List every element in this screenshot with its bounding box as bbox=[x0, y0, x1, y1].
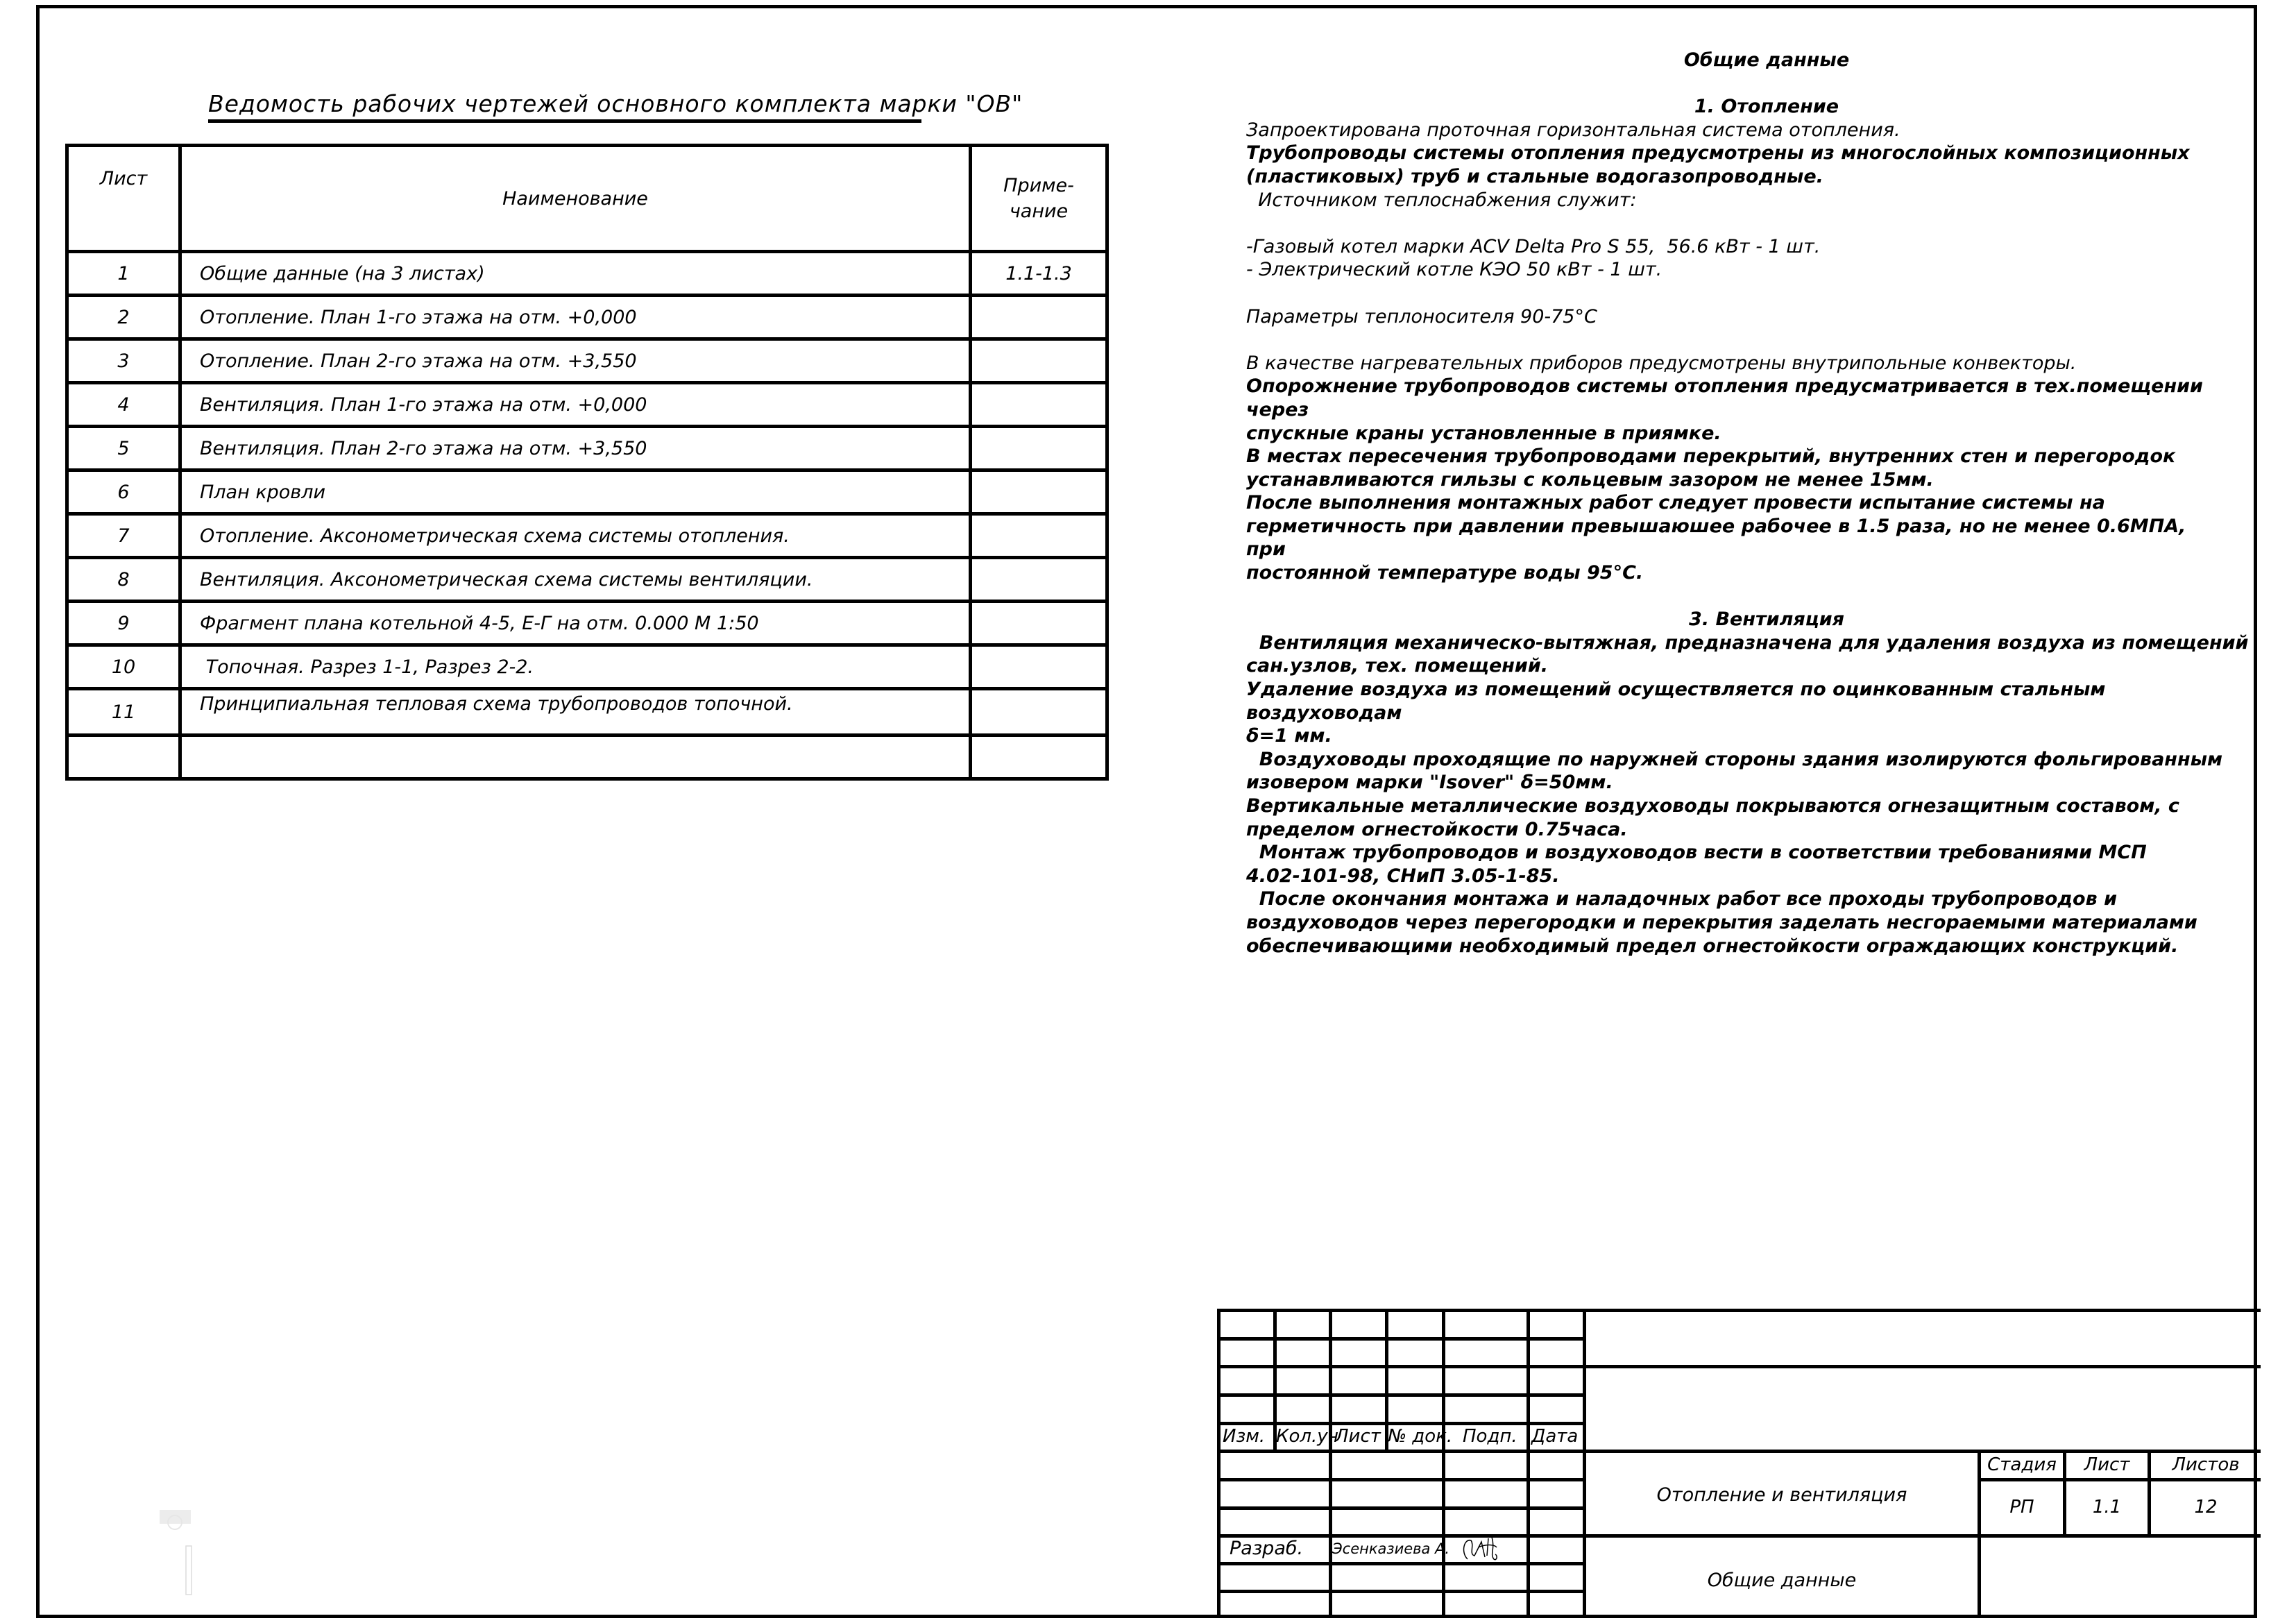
row-num: 9 bbox=[67, 602, 180, 645]
row-name: Общие данные (на 3 листах) bbox=[180, 252, 971, 296]
heating-p5: - Электрический котле КЭО 50 кВт - 1 шт. bbox=[1246, 259, 1663, 281]
row-num: 10 bbox=[67, 645, 180, 689]
table-row bbox=[67, 339, 1107, 383]
heating-p6: Параметры теплоносителя 90-75°С bbox=[1246, 305, 1597, 328]
table-row bbox=[67, 514, 1107, 558]
vent-l3: Удаление воздуха из помещений осуществляется по оцинкованным стальным воздуховодам bbox=[1246, 679, 2106, 724]
table-row bbox=[67, 252, 1107, 296]
row-note bbox=[971, 736, 1107, 779]
row-num: 2 bbox=[67, 296, 180, 339]
heating-p7: В качестве нагревательных приборов предусмотрены внутрипольные конвекторы. bbox=[1246, 352, 2077, 374]
header-sheet: Лист bbox=[67, 146, 180, 252]
table-row bbox=[67, 470, 1107, 514]
faint-stamp-icon bbox=[160, 1510, 194, 1600]
tb-header-data: Дата bbox=[1531, 1426, 1579, 1447]
tb-line bbox=[1217, 1450, 2261, 1453]
vent-l5: Воздуховоды проходящие по наружней стороны здания изолируются фольгированным bbox=[1246, 748, 2223, 770]
tb-header-izm: Изм. bbox=[1223, 1426, 1266, 1447]
row-note: 1.1-1.3 bbox=[971, 252, 1107, 296]
tb-header-doc-no: № док. bbox=[1388, 1426, 1453, 1447]
tb-sheets-label: Листов bbox=[2172, 1454, 2240, 1475]
header-note bbox=[971, 146, 1107, 252]
row-name: План кровли bbox=[180, 470, 971, 514]
vent-l12: воздуховодов через перегородки и перекрытия заделать несгораемыми материалами bbox=[1246, 911, 2197, 933]
heating-p8a: Опорожнение трубопроводов системы отопления предусматривается в тех.помещении через bbox=[1246, 375, 2203, 420]
table-row bbox=[67, 645, 1107, 689]
title-underline bbox=[208, 119, 921, 123]
signature bbox=[1454, 1535, 1509, 1563]
row-note bbox=[971, 470, 1107, 514]
vent-l1: Вентиляция механическо-вытяжная, предназначена для удаления воздуха из помещений bbox=[1246, 631, 2249, 654]
row-name: Отопление. План 1-го этажа на отм. +0,000 bbox=[180, 296, 971, 339]
vent-l7: Вертикальные металлические воздуховоды покрываются огнезащитным составом, с bbox=[1246, 795, 2179, 817]
tb-line bbox=[1217, 1309, 2261, 1312]
heating-p9a: В местах пересечения трубопроводами перекрытий, внутренних стен и перегородок bbox=[1246, 445, 2176, 468]
table-row bbox=[67, 427, 1107, 470]
row-num: 11 bbox=[67, 689, 180, 736]
row-note bbox=[971, 296, 1107, 339]
tb-developed-label: Разраб. bbox=[1230, 1538, 1304, 1559]
heating-p10b: герметичность при давлении превышаюшее рабочее в 1.5 раза, но не менее 0.6МПА, при bbox=[1246, 515, 2186, 561]
row-num: 1 bbox=[67, 252, 180, 296]
tb-line bbox=[1217, 1534, 2261, 1538]
row-name: Вентиляция. Аксонометрическая схема системы вентиляции. bbox=[180, 558, 971, 602]
row-num: 7 bbox=[67, 514, 180, 558]
table-row-empty bbox=[67, 736, 1107, 779]
tb-line bbox=[1329, 1309, 1332, 1618]
tb-header-podp: Подп. bbox=[1463, 1426, 1517, 1447]
heating-p2a: Трубопроводы системы отопления предусмотрены из многослойных композиционных bbox=[1246, 142, 2190, 164]
ventilation-heading: 3. Вентиляция bbox=[1689, 609, 1844, 631]
tb-line bbox=[1217, 1365, 2261, 1368]
vent-l13: обеспечивающими необходимый предел огнестойкости ограждающих конструкций. bbox=[1246, 935, 2179, 957]
sheet-list-table bbox=[65, 144, 1109, 781]
vent-l4: δ=1 мм. bbox=[1246, 725, 1332, 747]
header-note-line1: Приме- bbox=[1003, 175, 1074, 196]
vent-l8: пределом огнестойкости 0.75часа. bbox=[1246, 818, 1628, 840]
tb-sheets-value: 12 bbox=[2194, 1497, 2218, 1518]
heating-p9b: устанавливаются гильзы с кольцевым зазором не менее 15мм. bbox=[1246, 468, 1934, 491]
row-num: 8 bbox=[67, 558, 180, 602]
heating-p10c: постоянной температуре воды 95°С. bbox=[1246, 562, 1644, 584]
tb-sheet-name: Общие данные bbox=[1707, 1570, 1857, 1591]
row-num: 3 bbox=[67, 339, 180, 383]
row-name: Топочная. Разрез 1-1, Разрез 2-2. bbox=[180, 645, 971, 689]
tb-header-list: Лист bbox=[1335, 1426, 1381, 1447]
heating-heading: 1. Отопление bbox=[1694, 96, 1839, 118]
notes-title: Общие данные bbox=[1683, 49, 1850, 71]
row-note bbox=[971, 689, 1107, 736]
vent-l9: Монтаж трубопроводов и воздуховодов вести в соответствии требованиями МСП bbox=[1246, 842, 2147, 864]
row-num bbox=[67, 736, 180, 779]
heating-p4: -Газовый котел марки ACV Delta Pro S 55, 56.6 кВт - 1 шт. bbox=[1246, 235, 1821, 257]
vent-l11: После окончания монтажа и наладочных работ все проходы трубопроводов и bbox=[1246, 888, 2117, 910]
row-name: Вентиляция. План 1-го этажа на отм. +0,000 bbox=[180, 383, 971, 427]
row-name: Вентиляция. План 2-го этажа на отм. +3,550 bbox=[180, 427, 971, 470]
row-note bbox=[971, 427, 1107, 470]
row-name: Фрагмент плана котельной 4-5, Е-Г на отм. 0.000 М 1:50 bbox=[180, 602, 971, 645]
table-header-row bbox=[67, 146, 1107, 252]
row-num: 6 bbox=[67, 470, 180, 514]
table-row bbox=[67, 383, 1107, 427]
general-notes bbox=[1246, 49, 2249, 958]
row-num: 4 bbox=[67, 383, 180, 427]
tb-developer-name: Эсенказиева А. bbox=[1332, 1540, 1450, 1557]
table-row bbox=[67, 296, 1107, 339]
row-name bbox=[180, 736, 971, 779]
vent-l6: изовером марки "Isover" δ=50мм. bbox=[1246, 772, 1613, 794]
table-row bbox=[67, 689, 1107, 736]
heating-p10a: После выполнения монтажных работ следует провести испытание системы на bbox=[1246, 492, 2105, 514]
row-note bbox=[971, 339, 1107, 383]
tb-line bbox=[1442, 1309, 1445, 1618]
row-num: 5 bbox=[67, 427, 180, 470]
tb-section-name: Отопление и вентиляция bbox=[1656, 1484, 1907, 1506]
row-name: Отопление. План 2-го этажа на отм. +3,550 bbox=[180, 339, 971, 383]
heating-p1: Запроектирована проточная горизонтальная система отопления. bbox=[1246, 119, 1900, 141]
sheet-list-title: Ведомость рабочих чертежей основного комплекта марки "ОВ" bbox=[208, 90, 1023, 117]
vent-l2: сан.узлов, тех. помещений. bbox=[1246, 655, 1549, 677]
tb-sheet-label: Лист bbox=[2084, 1454, 2130, 1475]
row-note bbox=[971, 645, 1107, 689]
row-name: Принципиальная тепловая схема трубопроводов топочной. bbox=[180, 689, 971, 736]
tb-stage-value: РП bbox=[2009, 1497, 2034, 1518]
row-note bbox=[971, 514, 1107, 558]
heating-p2b: (пластиковых) труб и стальные водогазопроводные. bbox=[1246, 165, 1823, 187]
tb-stage-label: Стадия bbox=[1987, 1454, 2057, 1475]
header-note-line2: чание bbox=[1009, 201, 1069, 222]
heating-p3: Источником теплоснабжения служит: bbox=[1246, 189, 1637, 211]
tb-header-kol-uch: Кол.уч bbox=[1276, 1426, 1338, 1447]
table-row bbox=[67, 602, 1107, 645]
row-name: Отопление. Аксонометрическая схема системы отопления. bbox=[180, 514, 971, 558]
tb-line bbox=[1527, 1309, 1530, 1618]
row-note bbox=[971, 383, 1107, 427]
tb-line bbox=[1217, 1309, 1221, 1618]
tb-line bbox=[1978, 1478, 2261, 1481]
vent-l10: 4.02-101-98, СНиП 3.05-1-85. bbox=[1246, 865, 1560, 887]
row-note bbox=[971, 602, 1107, 645]
heating-p8b: спускные краны установленные в приямке. bbox=[1246, 422, 1721, 444]
header-name: Наименование bbox=[180, 146, 971, 252]
row-note bbox=[971, 558, 1107, 602]
table-row bbox=[67, 558, 1107, 602]
tb-sheet-value: 1.1 bbox=[2092, 1497, 2122, 1518]
